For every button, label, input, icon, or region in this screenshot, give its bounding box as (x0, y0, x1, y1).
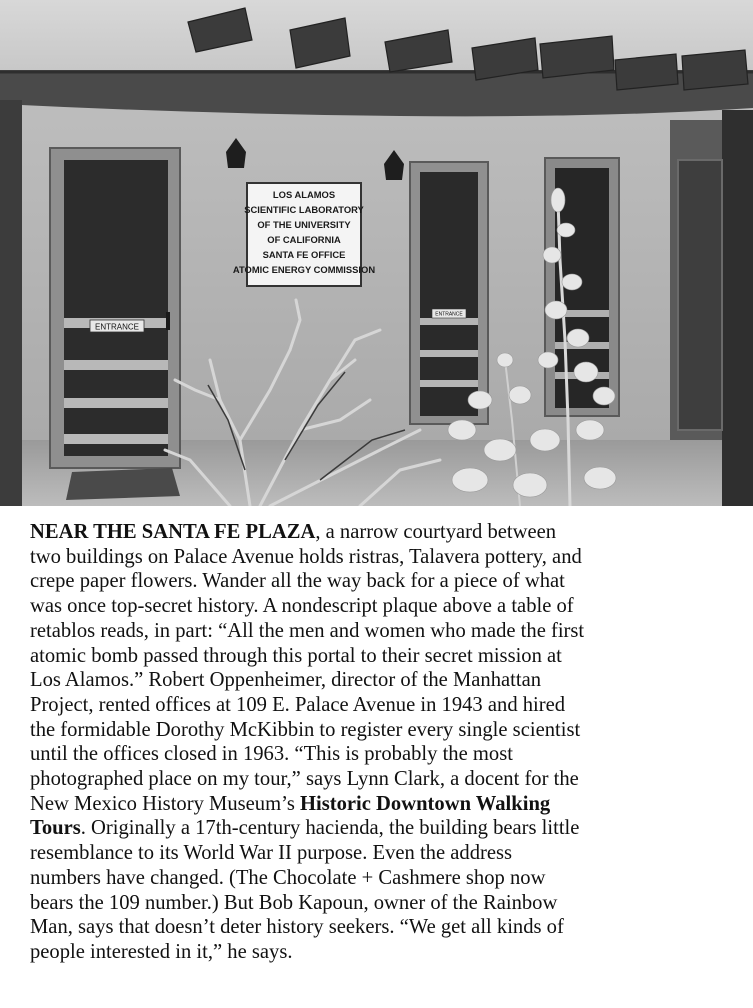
article-line: until the offices closed in 1963. “This is probably the most (30, 743, 513, 766)
article-text-run: , a narrow courtyard between (315, 521, 557, 543)
flower-bloom (562, 274, 582, 290)
plaque-line-2: SCIENTIFIC LABORATORY (244, 204, 364, 215)
article-line: crepe paper flowers. Wander all the way back for a piece of what (30, 570, 565, 593)
left-door-screen (64, 160, 168, 456)
left-entrance-sign-text: ENTRANCE (94, 322, 140, 332)
leaf (530, 429, 560, 451)
walking-tours-name: Historic Downtown Walking (299, 792, 551, 815)
article-line: was once top-secret history. A nondescript plaque above a table of (30, 595, 574, 618)
article-text-run: . Originally a 17th-century hacienda, the building bears little (80, 817, 580, 840)
leaf (576, 420, 604, 440)
plaque-line-1: LOS ALAMOS (272, 189, 336, 200)
flower-bloom (468, 391, 492, 409)
article-lead: NEAR THE SANTA FE PLAZA (30, 521, 316, 543)
flower-bloom (497, 353, 513, 367)
middle-door (410, 162, 488, 424)
flower-bloom (509, 386, 531, 404)
middle-door-rail (420, 350, 478, 357)
article-line (30, 792, 730, 817)
leaf (584, 467, 616, 489)
viga-log (540, 36, 614, 78)
flower-bloom (574, 362, 598, 382)
article-line: Man, says that doesn’t deter history seekers. “We get all kinds of (30, 916, 564, 939)
middle-door-rail (420, 380, 478, 387)
left-door-rail (64, 434, 168, 444)
flower-bloom (593, 387, 615, 405)
article-text (30, 520, 730, 965)
article-text-run: New Mexico History Museum’s (30, 792, 300, 815)
article-line (30, 816, 730, 841)
article-line (30, 520, 730, 545)
article-line: photographed place on my tour,” says Lynn Clark, a docent for the (30, 768, 579, 791)
middle-door-screen (420, 172, 478, 416)
viga-log (682, 50, 748, 90)
leaf (452, 468, 488, 492)
far-right-door (678, 160, 722, 430)
left-door-rail (64, 360, 168, 370)
article-line: bears the 109 number.) But Bob Kapoun, owner of the Rainbow (30, 891, 558, 914)
flower-bloom (543, 247, 561, 263)
left-door (50, 148, 180, 468)
plaque (233, 183, 375, 286)
walking-tours-name-end: Tours (30, 817, 81, 840)
flower-bloom (545, 301, 567, 319)
article-line: two buildings on Palace Avenue holds ristras, Talavera pottery, and (30, 545, 582, 568)
plaque-line-6: ATOMIC ENERGY COMMISSION (232, 264, 376, 275)
leaf (484, 439, 516, 461)
left-column (0, 100, 22, 506)
middle-entrance-sign-text: ENTRANCE (435, 311, 463, 318)
article-line: people interested in it,” he says. (30, 940, 293, 963)
article-line: Los Alamos.” Robert Oppenheimer, director of the Manhattan (30, 669, 542, 692)
article-line: atomic bomb passed through this portal to their secret mission at (30, 644, 562, 667)
left-door-rail (64, 398, 168, 408)
door-mat (66, 468, 180, 500)
article-line: Project, rented offices at 109 E. Palace Avenue in 1943 and hired (30, 693, 566, 716)
article-line: the formidable Dorothy McKibbin to register every single scientist (30, 718, 581, 741)
article-line: numbers have changed. (The Chocolate + Cashmere shop now (30, 866, 546, 889)
viga-log (615, 54, 678, 90)
flower-bloom (567, 329, 589, 347)
right-column (722, 110, 753, 506)
leaf (448, 420, 476, 440)
flower-bloom (538, 352, 558, 368)
article-line: resemblance to its World War II purpose. Even the address (30, 842, 513, 865)
plaque-line-4: OF CALIFORNIA (267, 234, 341, 245)
middle-door-rail (420, 318, 478, 325)
flower-bloom (557, 223, 575, 237)
plaque-line-3: OF THE UNIVERSITY (257, 219, 351, 230)
article-line: retablos reads, in part: “All the men and women who made the first (30, 619, 585, 642)
leaf (513, 473, 547, 497)
left-door-handle (166, 312, 170, 330)
plaque-line-5: SANTA FE OFFICE (262, 249, 346, 260)
flower-bud (551, 188, 565, 212)
